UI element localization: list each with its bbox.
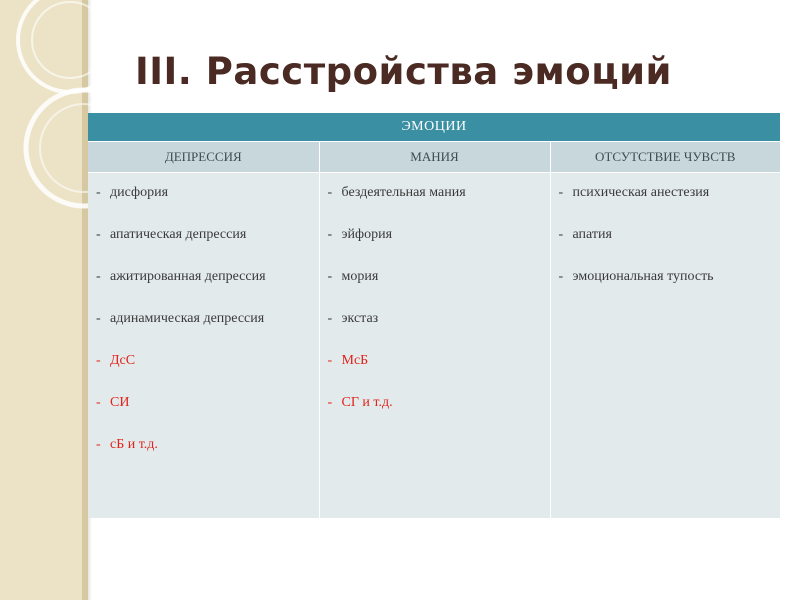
list-bullet: -: [96, 227, 101, 242]
list-item-text: дисфория: [110, 185, 169, 200]
no-feelings-list: [559, 185, 781, 285]
column-cell-depression: [88, 173, 319, 519]
table-body-row: [88, 173, 780, 519]
list-item: [96, 437, 319, 453]
list-bullet: -: [558, 269, 564, 284]
list-item-text: ДсС: [110, 353, 136, 368]
list-item: [96, 269, 319, 285]
list-item-text: сБ и т.д.: [110, 437, 158, 452]
list-bullet: -: [327, 311, 333, 326]
list-item: [559, 227, 781, 243]
column-cell-no-feelings: [550, 173, 780, 519]
table-header-row: [88, 113, 780, 142]
list-item: [328, 269, 550, 285]
list-item-text: эмоциональная тупость: [572, 269, 714, 284]
column-cell-mania: [319, 173, 550, 519]
list-bullet: -: [96, 311, 101, 326]
list-item-text: бездеятельная мания: [341, 185, 466, 200]
list-bullet: -: [96, 269, 101, 284]
list-bullet: -: [96, 437, 101, 452]
slide-title: III. Расстройства эмоций: [135, 50, 672, 93]
list-item: [96, 185, 319, 201]
list-bullet: -: [558, 185, 564, 200]
list-item: [96, 353, 319, 369]
list-bullet: -: [327, 353, 333, 368]
list-item: [96, 395, 319, 411]
list-item: [559, 269, 781, 285]
list-item: [328, 353, 550, 369]
list-item-text: эйфория: [341, 227, 393, 242]
list-item: [328, 185, 550, 201]
column-header-depression: ДЕПРЕССИЯ: [88, 142, 319, 173]
column-header-mania: МАНИЯ: [319, 142, 550, 173]
list-bullet: -: [327, 227, 333, 242]
list-item: [96, 227, 319, 243]
list-bullet: -: [96, 353, 101, 368]
list-item-text: психическая анестезия: [572, 185, 710, 200]
column-header-row: [88, 142, 780, 173]
list-item: [328, 395, 550, 411]
table-header: ЭМОЦИИ: [88, 113, 780, 142]
list-item: [328, 311, 550, 327]
list-item: [96, 311, 319, 327]
list-bullet: -: [96, 185, 101, 200]
list-item-text: СГ и т.д.: [341, 395, 393, 410]
list-item-text: ажитированная депрессия: [110, 269, 266, 284]
list-item-text: адинамическая депрессия: [110, 311, 265, 326]
mania-list: [328, 185, 550, 411]
list-item: [559, 185, 781, 201]
emotions-table: [88, 113, 780, 518]
list-item: [328, 227, 550, 243]
list-item-text: МсБ: [341, 353, 369, 368]
list-item-text: апатия: [572, 227, 612, 242]
list-item-text: мория: [341, 269, 379, 284]
depression-list: [96, 185, 319, 453]
list-bullet: -: [327, 395, 333, 410]
column-header-no-feelings: ОТСУТСТВИЕ ЧУВСТВ: [550, 142, 780, 173]
list-item-text: СИ: [110, 395, 130, 410]
list-bullet: -: [96, 395, 101, 410]
deco-circle-inner: [32, 2, 108, 78]
list-bullet: -: [327, 185, 333, 200]
list-item-text: апатическая депрессия: [110, 227, 247, 242]
list-item-text: экстаз: [341, 311, 379, 326]
list-bullet: -: [327, 269, 333, 284]
list-bullet: -: [558, 227, 564, 242]
